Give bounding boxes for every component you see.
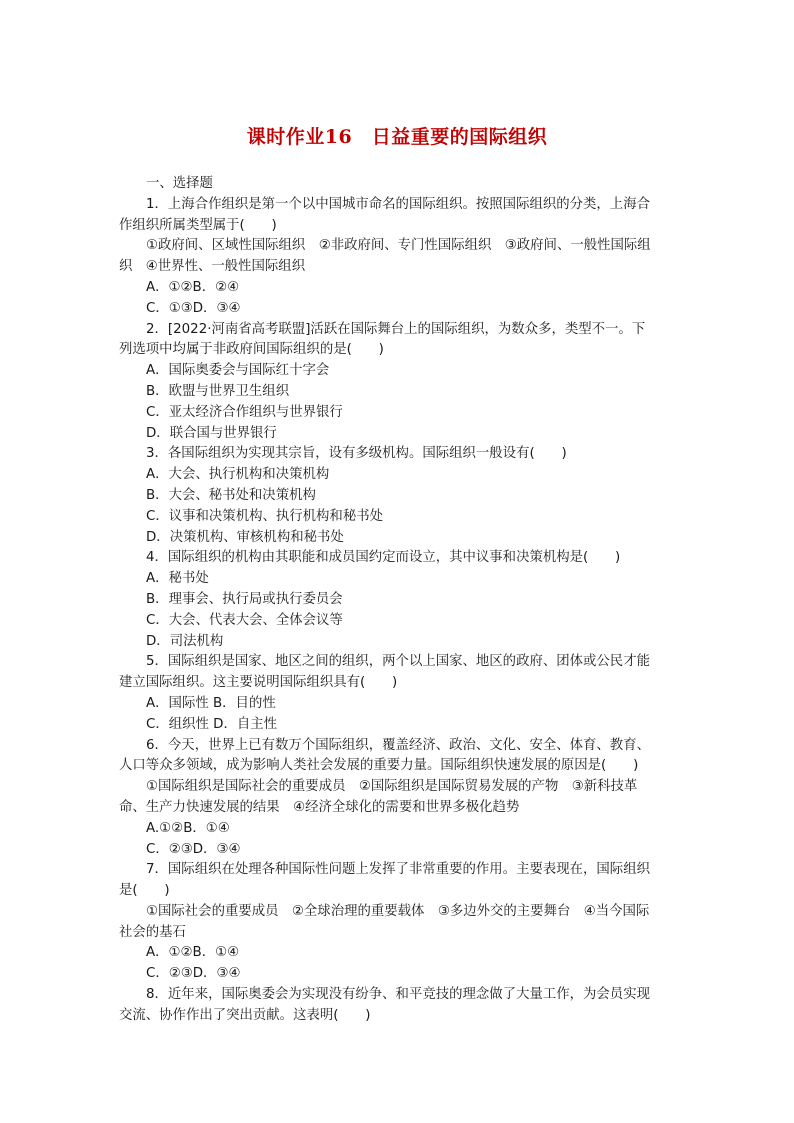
- option-line: A．大会、执行机构和决策机构: [146, 467, 330, 483]
- option-line: C．大会、代表大会、全体会议等: [146, 612, 343, 628]
- option-line: B．欧盟与世界卫生组织: [146, 383, 290, 399]
- option-line: A．①②B．①④: [146, 945, 240, 961]
- question-6: [119, 736, 679, 861]
- option-line: A．国际奥委会与国际红十字会: [146, 363, 330, 379]
- statement-line: ①国际组织是国际社会的重要成员 ②国际组织是国际贸易发展的产物 ③新科技革: [146, 779, 638, 795]
- question-1: [119, 195, 679, 320]
- option-line: D．联合国与世界银行: [146, 425, 277, 441]
- question-stem-line: 人口等众多领域，成为影响人类社会发展的重要力量。国际组织快速发展的原因是( ): [119, 758, 639, 774]
- option-line: A.①②B．①④: [146, 820, 230, 836]
- question-5: [119, 652, 679, 735]
- statement-line: ①国际社会的重要成员 ②全球治理的重要载体 ③多边外交的主要舞台 ④当今国际: [146, 903, 650, 919]
- question-4: [119, 548, 679, 652]
- question-list: [119, 174, 679, 1027]
- question-stem-line: 作组织所属类型属于( ): [119, 217, 277, 233]
- question-2: [119, 320, 679, 445]
- statement-line: ①政府间、区域性国际组织 ②非政府间、专门性国际组织 ③政府间、一般性国际组: [146, 238, 651, 254]
- option-line: C．组织性 D．自主性: [146, 716, 278, 732]
- option-line: C．①③D．③④: [146, 300, 241, 316]
- section-heading: 一、选择题: [146, 176, 213, 191]
- option-line: C．②③D．③④: [146, 841, 241, 857]
- page-title: 课时作业16 日益重要的国际组织: [246, 126, 548, 148]
- question-stem-line: 交流、协作作出了突出贡献。这表明( ): [119, 1007, 371, 1023]
- question-stem-line: 8．近年来，国际奥委会为实现没有纷争、和平竞技的理念做了大量工作，为会员实现: [146, 987, 650, 1003]
- question-stem-line: 7．国际组织在处理各种国际性问题上发挥了非常重要的作用。主要表现在，国际组织: [146, 862, 650, 878]
- option-line: A．秘书处: [146, 571, 209, 587]
- question-3: [119, 444, 679, 548]
- statement-line: 命、生产力快速发展的结果 ④经济全球化的需要和世界多极化趋势: [119, 799, 520, 815]
- question-stem-line: 是( ): [119, 883, 170, 899]
- question-stem-line: 1．上海合作组织是第一个以中国城市命名的国际组织。按照国际组织的分类，上海合: [146, 196, 650, 212]
- statement-line: 织 ④世界性、一般性国际组织: [119, 259, 306, 275]
- question-7: [119, 860, 679, 985]
- option-line: D．决策机构、审核机构和秘书处: [146, 529, 344, 545]
- option-line: A．国际性 B．目的性: [146, 695, 276, 711]
- option-line: B．理事会、执行局或执行委员会: [146, 591, 343, 607]
- option-line: C．②③D．③④: [146, 966, 241, 982]
- option-line: C．议事和决策机构、执行机构和秘书处: [146, 508, 383, 524]
- option-line: C．亚太经济合作组织与世界银行: [146, 404, 343, 420]
- question-stem-line: 3．各国际组织为实现其宗旨，设有多级机构。国际组织一般设有( ): [146, 446, 567, 462]
- option-line: D．司法机构: [146, 633, 224, 649]
- question-8: [119, 985, 679, 1027]
- question-stem-line: 6．今天，世界上已有数万个国际组织，覆盖经济、政治、文化、安全、体育、教育、: [146, 737, 650, 753]
- question-stem-line: 5．国际组织是国家、地区之间的组织，两个以上国家、地区的政府、团体或公民才能: [146, 654, 650, 670]
- option-line: A．①②B．②④: [146, 279, 240, 295]
- question-stem-line: 4．国际组织的机构由其职能和成员国约定而设立，其中议事和决策机构是( ): [146, 550, 621, 566]
- statement-line: 社会的基石: [119, 924, 186, 940]
- question-stem-line: 建立国际组织。这主要说明国际组织具有( ): [119, 675, 398, 691]
- question-stem-line: 列选项中均属于非政府间国际组织的是( ): [119, 342, 384, 358]
- question-stem-line: 2．[2022·河南省高考联盟]活跃在国际舞台上的国际组织，为数众多，类型不一。下: [146, 321, 646, 337]
- option-line: B．大会、秘书处和决策机构: [146, 487, 316, 503]
